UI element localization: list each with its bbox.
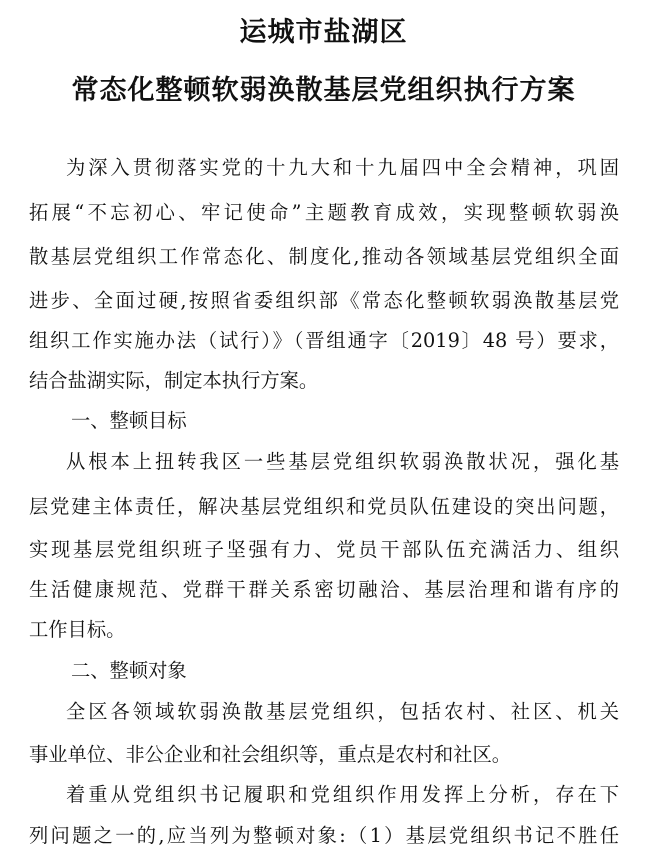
intro-line: 进步、全面过硬,按照省委组织部《常态化整顿软弱涣散基层党	[29, 289, 619, 312]
intro-line: 散基层党组织工作常态化、制度化,推动各领域基层党组织全面	[29, 245, 619, 268]
section-heading-goals: 一、整顿目标	[71, 409, 187, 432]
intro-line: 拓展“不忘初心、牢记使命”主题教育成效，实现整顿软弱涣	[29, 201, 619, 224]
document-title-line-2: 常态化整顿软弱涣散基层党组织执行方案	[71, 75, 576, 106]
intro-line: 组织工作实施办法（试行）》（晋组通字〔2019〕48 号）要求，	[29, 329, 619, 352]
section2-line: 全区各领域软弱涣散基层党组织，包括农村、社区、机关	[66, 700, 619, 723]
section1-line: 生活健康规范、党群干群关系密切融洽、基层治理和谐有序的	[29, 578, 619, 601]
intro-line: 为深入贯彻落实党的十九大和十九届四中全会精神，巩固	[66, 156, 619, 179]
intro-line: 结合盐湖实际，制定本执行方案。	[29, 369, 319, 392]
section2-para2-line: 着重从党组织书记履职和党组织作用发挥上分析，存在下	[66, 783, 619, 806]
section1-line: 实现基层党组织班子坚强有力、党员干部队伍充满活力、组织	[29, 538, 619, 561]
document-title-line-1: 运城市盐湖区	[239, 17, 408, 48]
section1-line: 层党建主体责任，解决基层党组织和党员队伍建设的突出问题，	[29, 495, 619, 518]
section2-para2-line: 列问题之一的,应当列为整顿对象:（1）基层党组织书记不胜任	[29, 824, 619, 847]
section2-line: 事业单位、非公企业和社会组织等，重点是农村和社区。	[29, 743, 512, 766]
section1-line: 工作目标。	[29, 618, 126, 641]
section-heading-targets: 二、整顿对象	[71, 659, 187, 682]
section1-line: 从根本上扭转我区一些基层党组织软弱涣散状况，强化基	[66, 450, 619, 473]
